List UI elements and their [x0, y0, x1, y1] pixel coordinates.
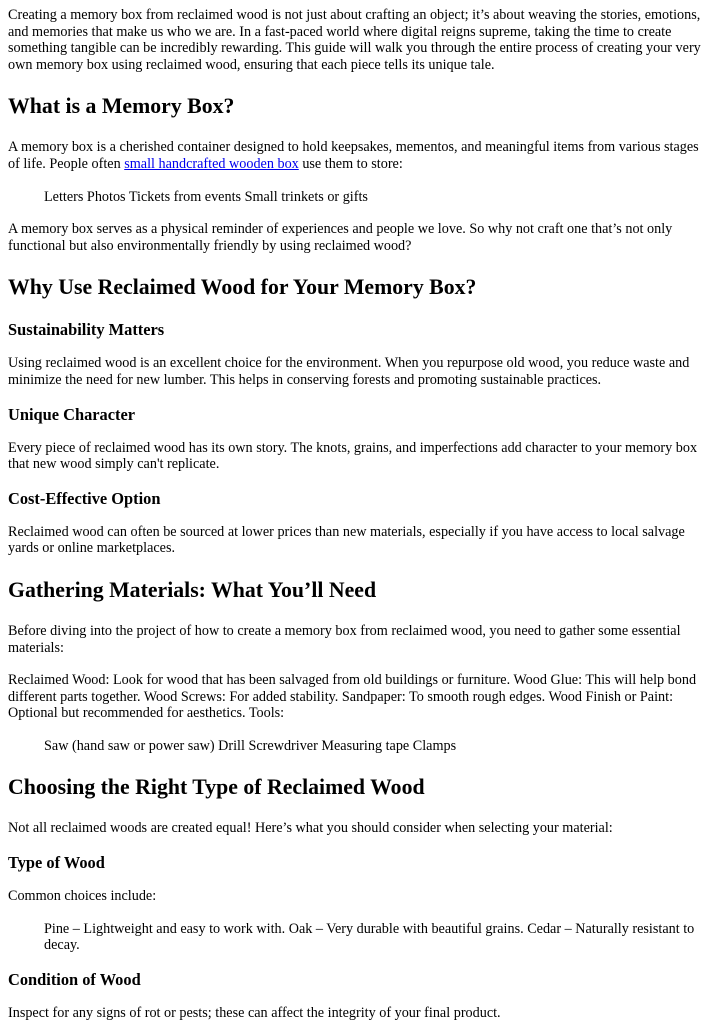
- wood-types-list: Pine – Lightweight and easy to work with. Oak – Very durable with beautiful grains. Cedar – Naturally resistant to decay.: [44, 920, 695, 954]
- tools-list: Saw (hand saw or power saw) Drill Screwdriver Measuring tape Clamps: [44, 737, 457, 754]
- keepsake-list: Letters Photos Tickets from events Small trinkets or gifts: [44, 188, 368, 205]
- memory-box-reminder-paragraph: A memory box serves as a physical reminder of experiences and people we love. So why not craft one that’s not only functional but also environmentally friendly by using reclaimed wood?: [8, 221, 673, 254]
- definition-text-after: use them to store:: [298, 155, 403, 172]
- heading-choosing-wood: Choosing the Right Type of Reclaimed Wood: [8, 775, 425, 800]
- heading-cost-effective: Cost-Effective Option: [8, 488, 161, 508]
- heading-sustainability: Sustainability Matters: [8, 320, 165, 340]
- article: [0, 7, 720, 1021]
- heading-unique-character: Unique Character: [8, 404, 136, 424]
- heading-why-reclaimed-wood: Why Use Reclaimed Wood for Your Memory Box?: [8, 275, 477, 300]
- wooden-box-link[interactable]: small handcrafted wooden box: [124, 155, 299, 172]
- heading-gathering-materials: Gathering Materials: What You’ll Need: [8, 577, 377, 602]
- memory-box-definition: [8, 139, 712, 172]
- gathering-intro-paragraph: Before diving into the project of how to create a memory box from reclaimed wood, you need to gather some essential materials:: [8, 622, 681, 656]
- heading-what-is-memory-box: What is a Memory Box?: [8, 94, 235, 119]
- intro-paragraph: Creating a memory box from reclaimed wood is not just about crafting an object; it’s about weaving the stories, emotions, and memories that make us who we are. In a fast-paced world where digital reigns supreme, taking the time to create something tangible can be incredibly rewarding. This guide will walk you through the entire process of creating your very own memory box using reclaimed wood, ensuring that each piece tells its unique tale.: [8, 7, 701, 73]
- heading-condition-of-wood: Condition of Wood: [8, 969, 141, 989]
- materials-paragraph: Reclaimed Wood: Look for wood that has been salvaged from old buildings or furniture. Wood Glue: This will help bond different parts together. Wood Screws: For added stability. Sandpaper: To smooth rough edges. Wood Finish or Paint: Optional but recommended for aesthetics. Tools:: [8, 672, 697, 722]
- unique-character-paragraph: Every piece of reclaimed wood has its own story. The knots, grains, and imperfections add character to your memory box that new wood simply can't replicate.: [8, 439, 698, 473]
- choosing-intro-paragraph: Not all reclaimed woods are created equal! Here’s what you should consider when selecting your material:: [8, 820, 613, 837]
- definition-text-before: A memory box is a cherished container designed to hold keepsakes, mementos, and meaningful items from various stages of life. People often: [8, 139, 699, 172]
- sustainability-paragraph: Using reclaimed wood is an excellent choice for the environment. When you repurpose old wood, you reduce waste and minimize the need for new lumber. This helps in conserving forests and promoting sustainable practices.: [8, 355, 690, 388]
- type-of-wood-paragraph: Common choices include:: [8, 888, 157, 905]
- condition-paragraph: Inspect for any signs of rot or pests; these can affect the integrity of your final product.: [8, 1004, 501, 1021]
- cost-effective-paragraph: Reclaimed wood can often be sourced at lower prices than new materials, especially if you have access to local salvage yards or online marketplaces.: [8, 523, 685, 557]
- heading-type-of-wood: Type of Wood: [8, 853, 105, 873]
